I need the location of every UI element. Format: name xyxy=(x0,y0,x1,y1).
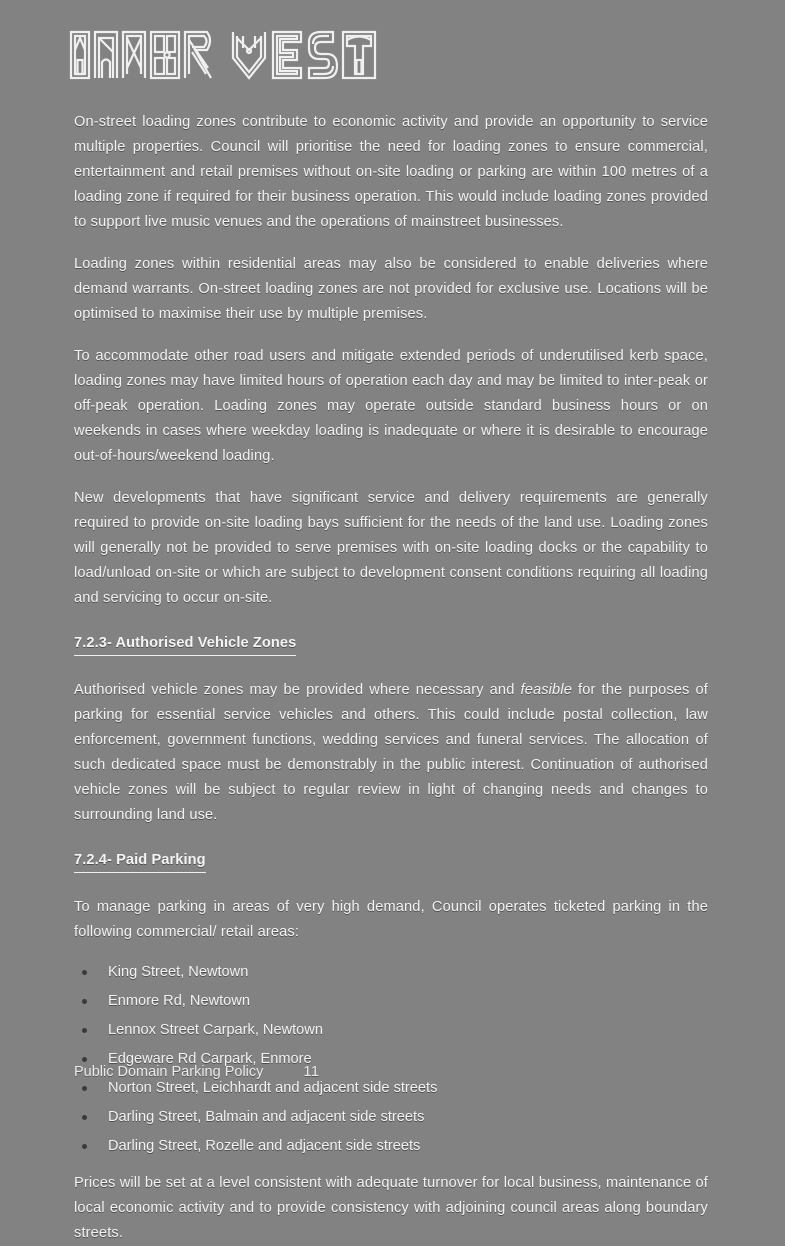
list-item xyxy=(74,1078,708,1099)
paragraph-pricing-principles: Prices will be set at a level consistent with adequate turnover for local business, maintenance of local economic activity and to provide consistency with adjoining council areas along boundary streets. xyxy=(74,1175,708,1241)
bullet-dot-icon xyxy=(82,1115,87,1120)
list-item-label: Enmore Rd, Newtown xyxy=(108,993,250,1009)
paragraph-new-developments: New developments that have significant service and delivery requirements are generally required to provide on-site loading bays sufficient for the needs of the land use. Loading zones will generally not be provided to serve premises with on-site loading docks or the capability to load/unload on-site or which are subject to development consent conditions requiring all loading and servicing to occur on-site. xyxy=(74,490,708,606)
list-item-label: Lennox Street Carpark, Newtown xyxy=(108,1022,323,1038)
list-item-label: King Street, Newtown xyxy=(108,964,249,980)
list-item-label: Darling Street, Rozelle and adjacent side streets xyxy=(108,1138,421,1154)
bullet-dot-icon xyxy=(82,999,87,1004)
paragraph-avz-text-part1: Authorised vehicle zones may be provided where necessary and xyxy=(74,682,521,698)
list-item xyxy=(74,1107,708,1128)
list-item-label: Norton Street, Leichhardt and adjacent side streets xyxy=(108,1080,438,1096)
bullet-dot-icon xyxy=(82,1057,87,1062)
paid-parking-area-list xyxy=(74,962,708,1157)
list-item xyxy=(74,1020,708,1041)
bullet-dot-icon xyxy=(82,1086,87,1091)
page-footer xyxy=(74,1064,708,1080)
list-item xyxy=(74,991,708,1012)
bullet-dot-icon xyxy=(82,1028,87,1033)
masthead-logo xyxy=(68,28,388,84)
bullet-dot-icon xyxy=(82,970,87,975)
paragraph-loading-zones-economic: On-street loading zones contribute to economic activity and provide an opportunity to service multiple properties. Council will prioritise the need for loading zones to ensure commercial, entertainment and retail premises without on-site loading or parking are within 100 metres of a loading zone if required for their business operation. This would include loading zones provided to support live music venues and the operations of mainstreet businesses. xyxy=(74,114,708,230)
paragraph-avz-emphasis-feasible: feasible xyxy=(520,682,572,698)
section-heading-7-2-4: 7.2.4- Paid Parking xyxy=(74,849,206,873)
inner-west-wordmark-icon xyxy=(68,28,378,82)
section-heading-7-2-3: 7.2.3- Authorised Vehicle Zones xyxy=(74,632,296,656)
paragraph-underutilised-kerb-space: To accommodate other road users and mitigate extended periods of underutilised kerb space, loading zones may have limited hours of operation each day and may be limited to inter-peak or off-peak operation. Loading zones may operate outside standard business hours or on weekends in cases where weekday loading is inadequate or where it is desirable to encourage out-of-hours/weekend loading. xyxy=(74,348,708,464)
list-item-label: Edgeware Rd Carpark, Enmore xyxy=(108,1051,312,1067)
footer-document-title: Public Domain Parking Policy xyxy=(74,1064,264,1080)
paragraph-residential-loading-zones: Loading zones within residential areas may also be considered to enable deliveries where demand warrants. On-street loading zones are not provided for exclusive use. Locations will be optimised to maximise their use by multiple premises. xyxy=(74,256,708,322)
bullet-dot-icon xyxy=(82,1144,87,1149)
heading-wrap-authorised-vehicle-zones xyxy=(74,628,708,668)
footer-page-number: 11 xyxy=(303,1064,320,1080)
list-item xyxy=(74,1136,708,1157)
paragraph-authorised-vehicle-zones xyxy=(74,678,708,828)
list-item xyxy=(74,962,708,983)
paragraph-avz-text-part2: for the purposes of parking for essential service vehicles and others. This could include postal collection, law enforcement, government functions, wedding services and funeral services. The allocation of such dedicated space must be demonstrably in the public interest. Continuation of authorised vehicle zones will be subject to regular review in light of changing needs and changes to surrounding land use. xyxy=(74,682,708,823)
list-item-label: Darling Street, Balmain and adjacent side streets xyxy=(108,1109,425,1125)
paragraph-ticketed-parking-intro: To manage parking in areas of very high demand, Council operates ticketed parking in the following commercial/ retail areas: xyxy=(74,899,708,940)
heading-wrap-paid-parking xyxy=(74,845,708,885)
